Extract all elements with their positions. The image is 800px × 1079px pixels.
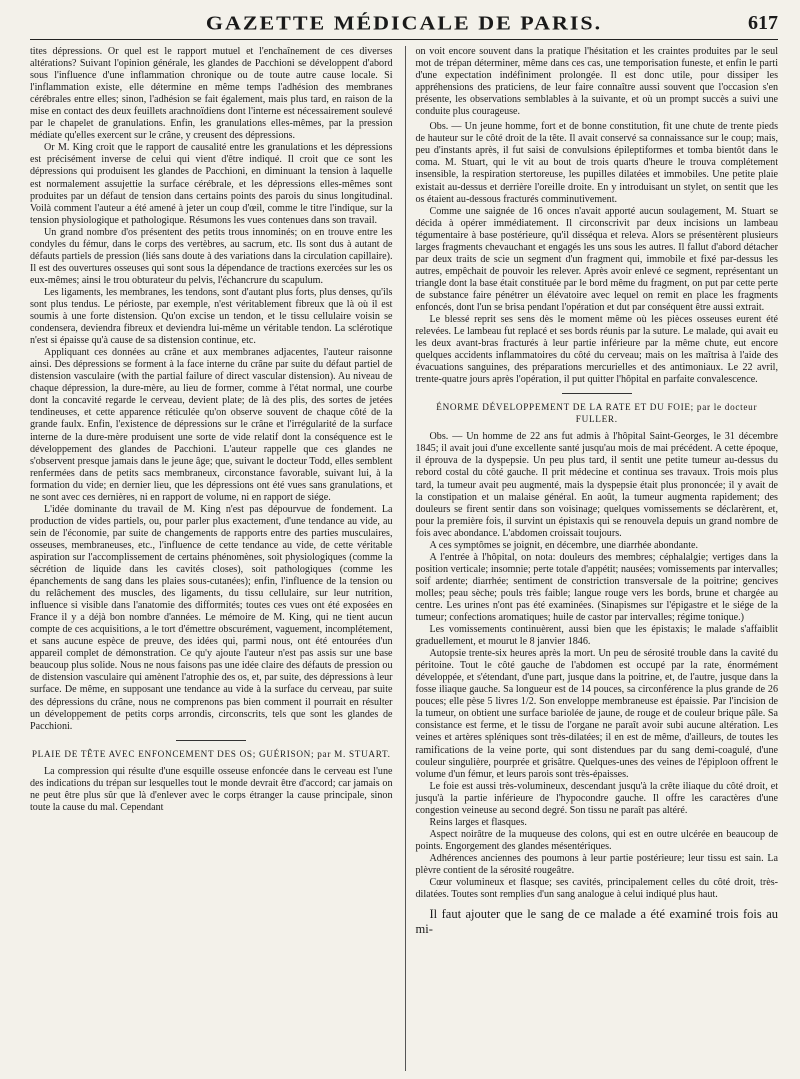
page-number: 617: [748, 12, 778, 34]
section-divider: [562, 393, 632, 394]
right-column: [405, 46, 779, 1071]
observation-paragraph: Obs. — Un homme de 22 ans fut admis à l'hôpital Saint-Georges, le 31 décembre 1845; il avait joui d'une excellente santé jusqu'au mois de mai précédent. A cette époque, il éprouva de la dyspepsie. Un peu plus tard, il sentit une petite tumeur au-dessus du rebord costal du côté gauche. Il prit médecine et continua ses travaux. Trois mois plus tard, la tumeur avait peu augmenté, mais la dyspepsie était plus prononcée; il y avait de la constipation et un malaise général. En août, la tumeur augmenta rapidement; des douleurs se firent sentir dans son voisinage; quelques vomissements se déclarèrent, et, pour la première fois, il survint un épistaxis qui se renouvela depuis un grand nombre de fois avec abondance. L'abdomen croissait toujours.: [415, 431, 778, 539]
left-column: [30, 46, 393, 1071]
journal-title: GAZETTE MÉDICALE DE PARIS.: [205, 11, 603, 35]
observation-paragraph: Obs. — Un jeune homme, fort et de bonne constitution, fit une chute de trente pieds de hauteur sur le côté droit de la tête. Il avait conservé sa connaissance sur le coup; mais, peu d'instants après, il fut saisi de convulsions épileptiformes et tomba bientôt dans le coma. M. Stuart, qui le vit au bout de trois quarts d'heure le trouva complétement insensible, la respiration stertoreuse, les pupilles dilatées et immobiles. Une petite plaie existait au-dessus et derrière l'oreille droite. En y introduisant un stylet, on sentit que les os étaient au-dessous fracturés comminutivement.: [415, 121, 778, 205]
section-divider: [176, 740, 246, 741]
paragraph: on voit encore souvent dans la pratique l'hésitation et les craintes produites par le seul mot de trépan déterminer, même dans ces cas, une temporisation funeste, et enfin le parti d'une expectation indéfiniment prolongée. Il est donc utile, pour dissiper les appréhensions des praticiens, de leur faire connaître aussi souvent que l'occasion s'en présente, les observations semblables à la suivante, et où un prompt succès a suivi une conduite plus courageuse.: [415, 46, 778, 118]
paragraph: L'idée dominante du travail de M. King n'est pas dépourvue de fondement. La production de vides partiels, ou, pour parler plus exactement, d'une tendance au vide, au sein de l'économie, par suite de changements de rapports entre des parties musculaires, osseuses, membraneuses, etc., l'influence de cette tendance au vide, de cette véritable aspiration sur l'accomplissement de certains phénomènes, soit physiologiques (comme la sécrétion de liquide dans les cavités closes), soit pathologiques (comme les épanchements de sang dans les plaies sous-cutanées); enfin, l'influence de la tension ou du relâchement des muscles, des ligaments, du tissu cellulaire, sur leur nutrition, influence si visible dans l'anatomie des difformités; toutes ces vues ont été exposées en France il y a déjà bon nombre d'années. Le mémoire de M. King, qui ne tient aucun compte de ces acquisitions, a le tort d'émettre obscurément, vaguement, incomplétement, et sans aucune espèce de preuve, des idées qui, parmi nous, ont été entourées d'un appareil complet de démonstration. Ce qu'y ajoute l'auteur n'est pas assis sur une base beaucoup plus solide. Nous ne nous faisons pas une idée claire des défauts de pression ou de distension vasculaire qui amènent l'atrophie des os, et, par suite, des dépressions à leur surface. De même, en supposant une tendance au vide à la surface du cerveau, par suite des dépressions du crâne, nous ne comprenons pas bien comment il pourrait en résulter un développement de petits corps arrondis, circonscrits, tels que sont les glandes de Pacchioni.: [30, 503, 393, 732]
paragraph: Comme une saignée de 16 onces n'avait apporté aucun soulagement, M. Stuart se décida à opérer immédiatement. Il circonscrivit par deux incisions un lambeau tégumentaire à base postérieure, qu'il disséqua et releva. Alors se présentèrent plusieurs larges fragments chevauchant et engagés les uns sous les autres. Il fallut d'abord détacher par deux traits de scie un segment d'un fragment qui, immobile et fixé par-dessus les autres, empêchait de pouvoir les relever. Après avoir enlevé ce segment, représentant un triangle dont la base était constituée par le bord même du fragment, on put par cette perte de substance faire pénétrer un élévatoire avec lequel on remit en place les fragments enfoncés, dont l'un se brisa pendant l'opération et dut par conséquent être aussi extrait.: [415, 205, 778, 313]
paragraph: Or M. King croit que le rapport de causalité entre les granulations et les dépressions est précisément inverse de celui qui vient d'être indiqué. Il croit que ce sont les dépressions qui produisent les glandes de Pacchioni, en diminuant la tension à laquelle est normalement assujettie la surface cérébrale, et les dépressions elles-mêmes sont produites par un défaut de tension dans certains points des parois du sinus longitudinal. Voilà comment l'auteur a été amené à jeter un coup d'œil, comme le titre l'indique, sur la tension physiologique et pathologique. Résumons les vues contenues dans son travail.: [30, 142, 393, 226]
paragraph: tites dépressions. Or quel est le rapport mutuel et l'enchaînement de ces diverses altérations? Suivant l'opinion générale, les glandes de Pacchioni se développent d'abord sous l'influence d'une inflammation chronique ou de toute autre cause locale. Si l'inflammation existe, elle détermine en même temps l'adhésion des membranes cérébrales entre elles; sinon, l'adhésion se fait également, mais plus tard, en raison de la mise en contact des deux feuillets arachnoïdiens dont l'interne est nécessairement soulevé par le chapelet de granulations. Enfin, les granulations elles-mêmes, par la pression médiate qu'elles exercent sur le crâne, y creusent des dépressions.: [30, 46, 393, 142]
section-heading: PLAIE DE TÊTE AVEC ENFONCEMENT DES OS; GUÉRISON; par M. STUART.: [31, 748, 391, 759]
paragraph: Aspect noirâtre de la muqueuse des colons, qui est en outre ulcérée en beaucoup de points. Engorgement des glandes mésentériques.: [415, 828, 778, 852]
paragraph: Un grand nombre d'os présentent des petits trous innominés; on en trouve entre les condyles du fémur, dans le corps des vertèbres, au sacrum, etc. Ils sont dus à autant de défauts partiels de pression (liés sans doute à des variations dans la circulation capillaire). Il est des ouvertures osseuses qui sont sous la dépendance de tractions exercées sur les os eux-mêmes; ainsi le trou obturateur du pelvis, l'échancrure du scapulum.: [30, 226, 393, 286]
paragraph: A l'entrée à l'hôpital, on nota: douleurs des membres; céphalalgie; vertiges dans la position verticale; insomnie; perte totale d'appétit; nausées; vomissements par intervalles; soif ardente; diarrhée; sentiment de constriction transversale de la poitrine; gencives molles; peau sèche; pouls très faible; langue rouge vers les bords, brune et chargée au centre. Les urines n'ont pas été examinées. (Sinapismes sur l'épigastre et le siége de la tumeur; confections aromatiques; huile de castor par intervalles; régime tonique.): [415, 551, 778, 624]
paragraph: Le foie est aussi très-volumineux, descendant jusqu'à la crête iliaque du côté droit, et jusqu'à la partie inférieure de l'hypocondre gauche. Il offre les caractères d'une congestion veineuse au second degré. Son tissu ne paraît pas altéré.: [415, 780, 778, 816]
paragraph: A ces symptômes se joignit, en décembre, une diarrhée abondante.: [429, 539, 699, 551]
text-columns: [30, 40, 778, 1071]
paragraph: Reins larges et flasques.: [429, 816, 527, 828]
paragraph: La compression qui résulte d'une esquille osseuse enfoncée dans le cerveau est l'une des indications du trépan sur lesquelles tout le monde devrait être d'accord; car jamais on ne peut être plus sûr que là d'enlever avec le corps étranger la cause principale, sinon toute la cause du mal. Cependant: [30, 765, 393, 813]
paragraph: Appliquant ces données au crâne et aux membranes adjacentes, l'auteur raisonne ainsi. Des dépressions se forment à la face interne du crâne par suite du défaut partiel de distension vasculaire (with the partial failure of direct vascular distension). Au niveau de chaque dépression, la dure-mère, au lieu de former, comme à l'état normal, une courbe dont la concavité regarde le cerveau, devient plate; de là des plis, des sortes de jetées tendineuses, et cette apparence réticulée qu'on observe souvent de chaque côté de la grande faulx. Enfin, l'existence de dépressions sur le crâne et l'irrégularité de la surface interne de la dure-mère produisent une sorte de vide relatif dont la conséquence est le développement des glandes de Pacchioni. L'auteur rappelle que ces glandes ne s'observent presque jamais dans le jeune âge; que, suivant le docteur Todd, elles semblent renfermées dans de petits sacs membraneux, circonstance favorable, suivant lui, à la formation du vide; en dernier lieu, que les dépressions ont été vues sans granulations, et ne sont avec ces dernières, ni en rapport de volume, ni en rapport de siége.: [30, 347, 393, 503]
paragraph: Le blessé reprit ses sens dès le moment même où les pièces osseuses eurent été relevées. Le lambeau fut replacé et ses bords réunis par la suture. Le malade, qui avait eu les deux avant-bras fracturés à leur partie inférieure par la même chute, eut encore quelques accidents inflammatoires du côté du cerveau; mais on les maîtrisa à l'aide des évacuations sanguines, des préparations mercurielles et des antimoniaux. Le 22 avril, trente-quatre jours après l'opération, il put quitter l'hôpital en parfaite convalescence.: [415, 314, 778, 386]
paragraph: Adhérences anciennes des poumons à leur partie postérieure; leur tissu est sain. La plèvre contient de la sérosité rougeâtre.: [415, 852, 778, 876]
page-header: [30, 0, 778, 40]
section-heading: ÉNORME DÉVELOPPEMENT DE LA RATE ET DU FOIE; par le docteur FULLER.: [436, 402, 758, 425]
paragraph: Cœur volumineux et flasque; ses cavités, principalement celles du côté droit, très-dilatées. Toutes sont remplies d'un sang analogue à celui indiqué plus haut.: [415, 877, 778, 901]
autopsy-paragraph: Autopsie trente-six heures après la mort. Un peu de sérosité trouble dans la cavité du péritoine. Tout le côté gauche de l'abdomen est occupé par la rate, énormément développée, et s'étendant, d'une part, jusque dans la poitrine, et, de l'autre, jusque dans la fosse iliaque gauche. Sa longueur est de 14 pouces, sa circonférence la plus grande de 26 pouces; elle pèse 5 livres 1/2. Son enveloppe membraneuse est épaissie. Par l'incision de la tumeur, on obtient une surface bariolée de jaune, de rouge et de couleur brique pâle. Sa consistance est ferme, et le tissu de l'organe ne paraît avoir subi aucune altération. Les veines et artères spléniques sont très-dilatées; il en est de même, d'ailleurs, de toutes les ramifications de la veine porte, qui sont distendues par du sang demi-coagulé, d'une couleur singulière, pourprée et grisâtre. Quelques-unes des veines de l'épiploon offrent le volume d'un fémur, et leurs parois sont très-épaisses.: [415, 648, 778, 780]
paragraph: Les ligaments, les membranes, les tendons, sont d'autant plus forts, plus denses, qu'ils sont plus tendus. Le périoste, par exemple, n'est véritablement fibreux que là où il est soumis à une forte distension. Qu'on excise un tendon, et le tissu cellulaire voisin se condensera, deviendra fibreux et deviendra lui-même un véritable tendon. La sclérotique n'est si épaisse qu'à cause de sa distension continue, etc.: [30, 286, 393, 347]
paragraph: Les vomissements continuèrent, aussi bien que les épistaxis; le malade s'affaiblit graduellement, et mourut le 8 janvier 1846.: [415, 624, 778, 648]
closing-line: Il faut ajouter que le sang de ce malade a été examiné trois fois au mi-: [415, 907, 778, 937]
